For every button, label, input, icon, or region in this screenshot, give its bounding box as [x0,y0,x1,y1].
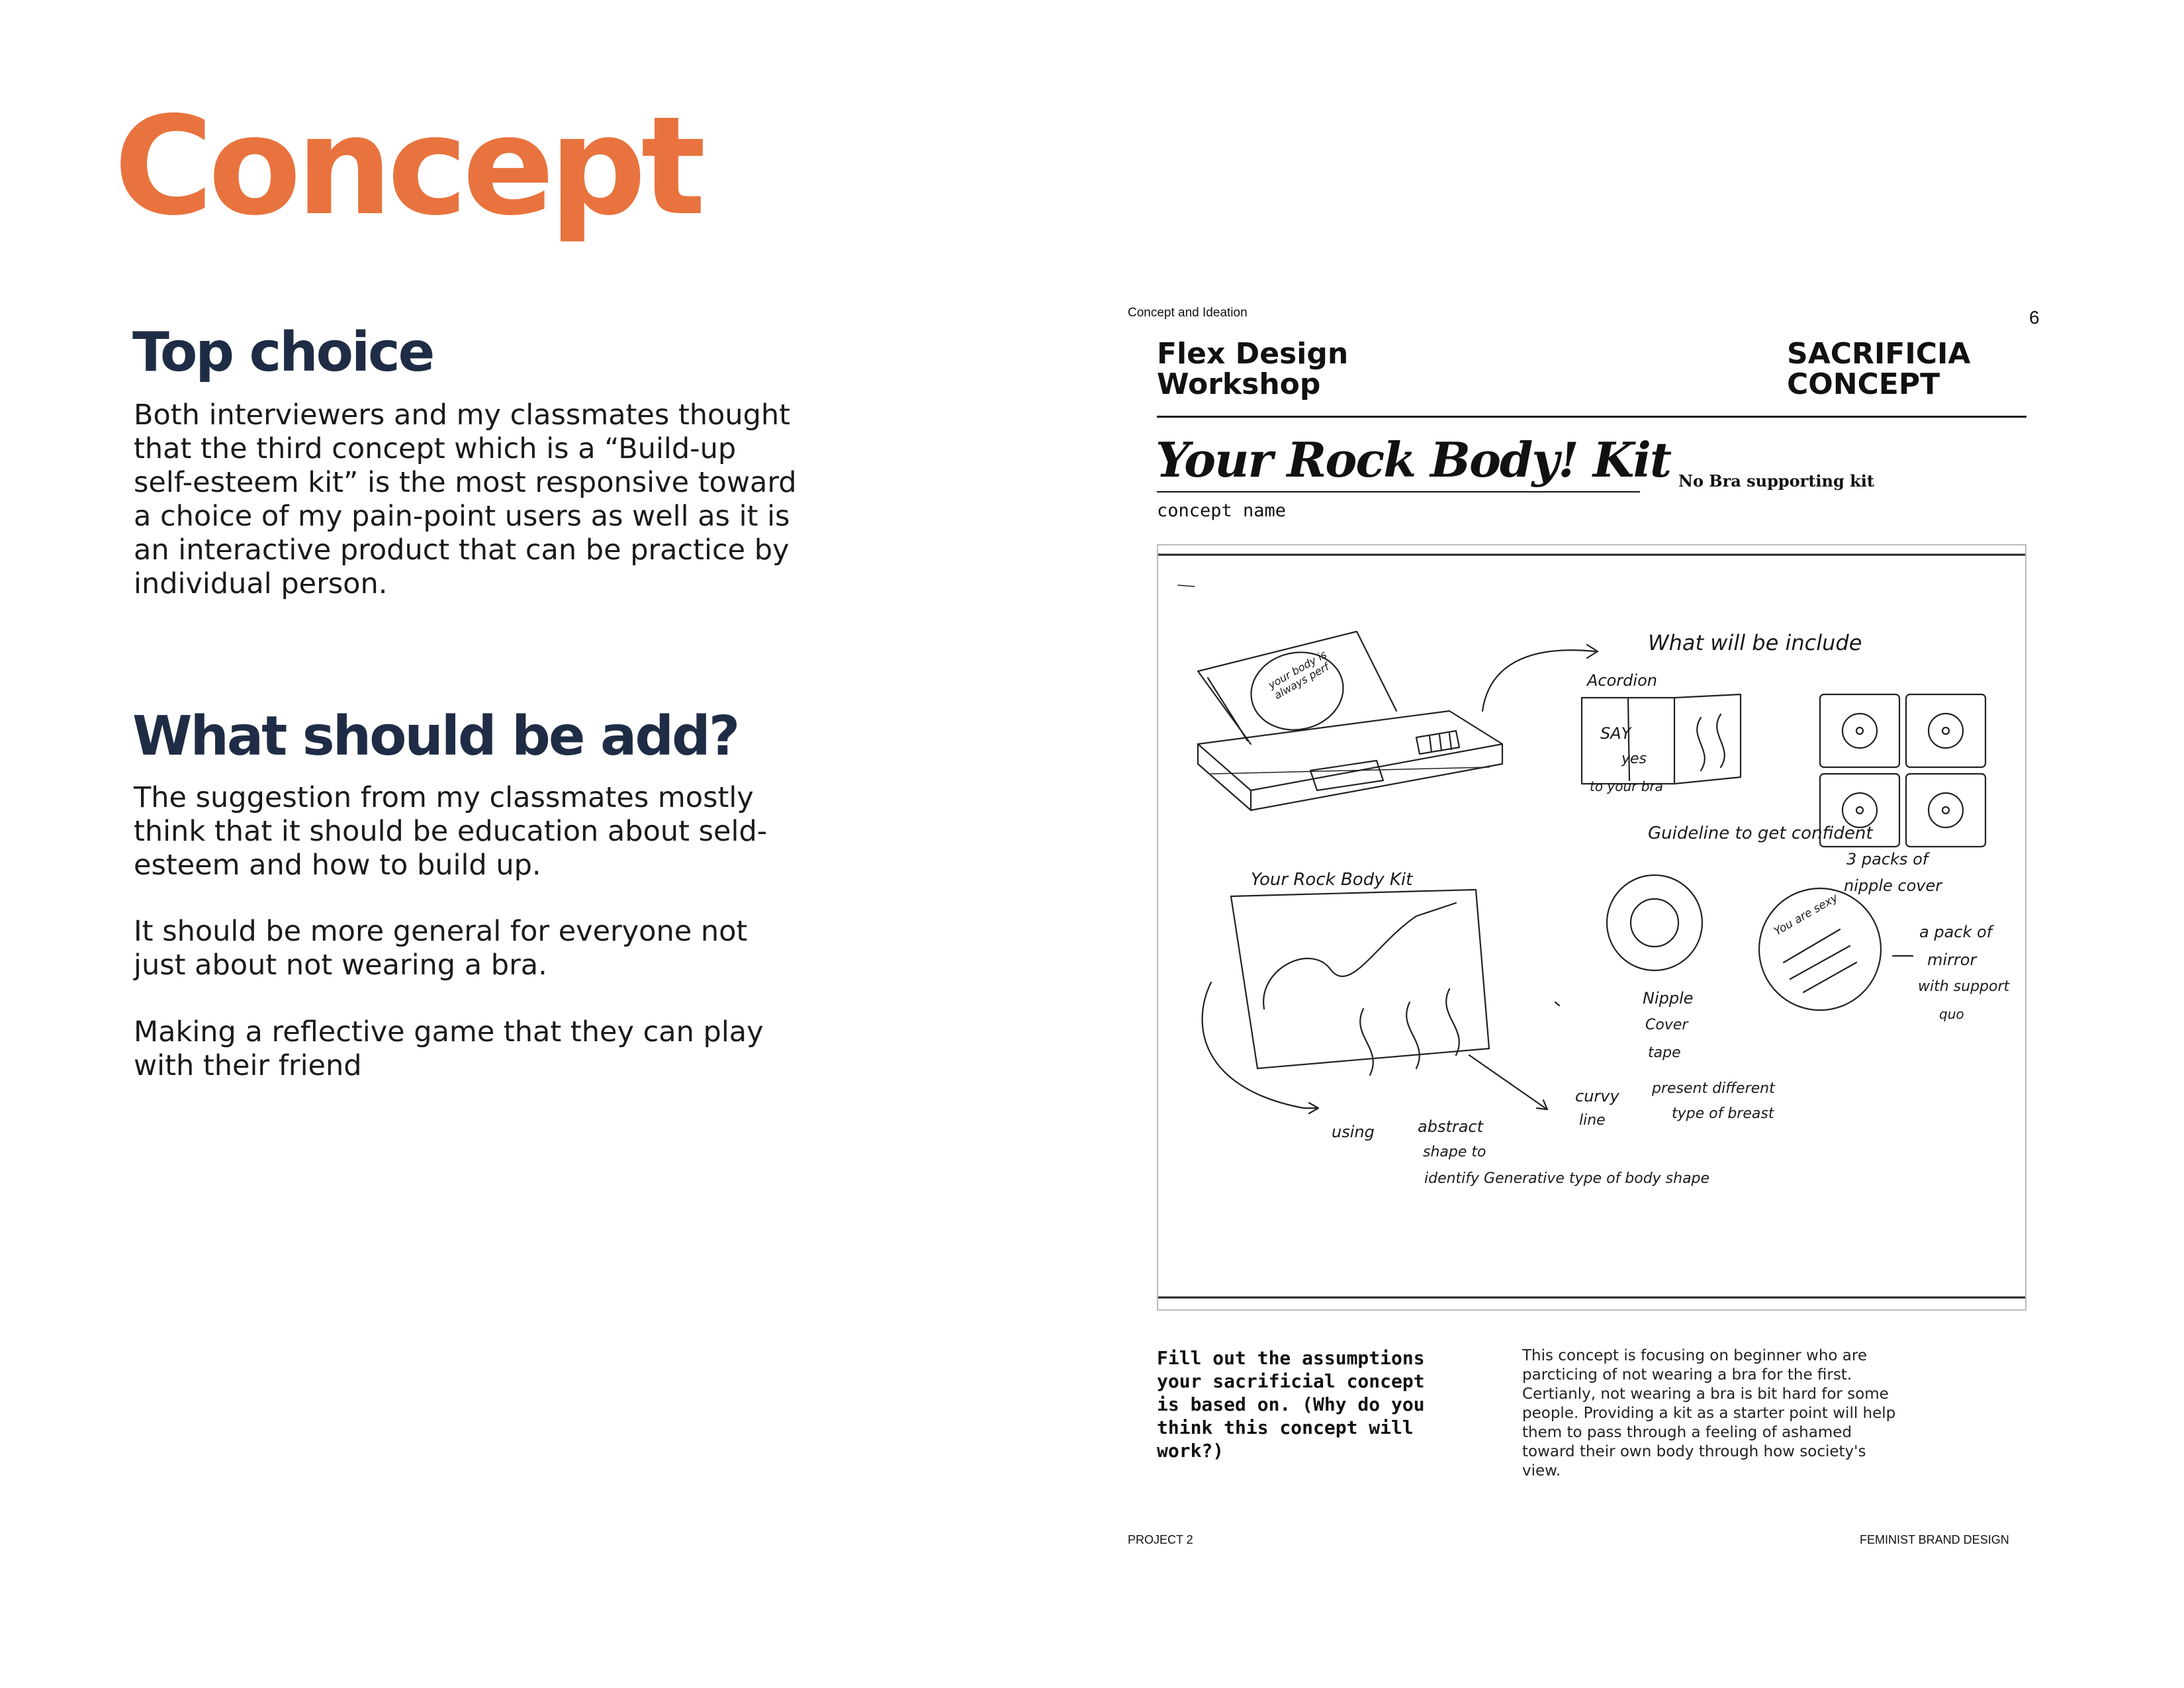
concept-type-title: SACRIFICIA CONCEPT [1787,339,1971,400]
footer-course: FEMINIST BRAND DESIGN [1860,1533,2009,1546]
note-box-text: your body is always perf [1265,647,1332,702]
kit-title-underline [1157,491,1640,492]
concept-type-wrapper [1787,339,2026,400]
footer-project: PROJECT 2 [1128,1533,1193,1546]
note-nipple-2: Cover [1645,1017,1688,1033]
note-say: SAY [1600,724,1631,743]
top-choice-body: Both interviewers and my classmates thought that the third concept which is a “Build-up self-esteem kit” is the most responsive toward a choice of my pain-point users as well as it is an interactive product that can be practice by individual person. [134,399,797,600]
note-packs-2: nipple cover [1844,876,1942,895]
note-mirror-text: You are sexy [1772,891,1841,939]
top-choice-heading: Top choice [132,321,433,384]
note-mirror-2: mirror [1927,951,1977,969]
note-present-2: type of breast [1672,1105,1774,1122]
what-add-paragraph-2: It should be more general for everyone not just about not wearing a bra. [134,915,748,982]
note-guideline: Guideline to get confident [1648,823,1873,843]
sketch-drawing [1158,545,2025,1309]
concept-name-label: concept name [1157,500,1287,521]
assumptions-prompt: Fill out the assumptions your sacrificial concept is based on. (Why do you think this concept will work?) [1157,1347,1425,1462]
what-add-heading: What should be add? [132,705,739,768]
note-abstract-3: identify Generative type of body shape [1424,1170,1710,1187]
note-abstract-2: shape to [1423,1144,1486,1160]
note-kit-label: Your Rock Body Kit [1251,870,1413,890]
note-accordion: Acordion [1587,671,1657,690]
page-number: 6 [2029,307,2040,328]
workshop-title: Flex Design Workshop [1157,337,1349,401]
what-add-paragraph-1: The suggestion from my classmates mostly think that it should be education about seld- esteem and how to build up. [134,781,768,882]
concept-sketch [1157,544,2026,1311]
note-nipple-3: tape [1648,1045,1681,1061]
kit-subtitle: No Bra supporting kit [1678,471,1874,491]
note-what-included: What will be include [1648,630,1862,655]
note-yes: yes [1621,751,1647,767]
note-mirror-4: quo [1939,1006,1964,1022]
note-mirror-1: a pack of [1919,923,1993,941]
what-add-paragraph-3: Making a reflective game that they can play with their friend [134,1015,764,1082]
worksheet-caption: Concept and Ideation [1128,306,1248,320]
note-mirror-3: with support [1918,978,2010,995]
kit-title: Your Rock Body! Kit [1156,432,1671,488]
note-packs-1: 3 packs of [1846,850,1929,868]
note-present-1: present different [1652,1080,1775,1097]
note-to-your-bra: to your bra [1590,778,1663,794]
note-using: using [1332,1123,1375,1141]
concept-description: This concept is focusing on beginner who are parcticing of not wearing a bra for the first. Certianly, not wearing a bra is bit hard for some people. Providing a kit as a starter point will help them to pass through a feeling of ashamed toward their own body through how society's view. [1522,1347,1896,1479]
header-divider [1157,416,2026,418]
note-curvy-2: line [1579,1112,1606,1129]
page-title: Concept [114,88,701,246]
note-abstract-1: abstract [1418,1117,1484,1136]
note-curvy-1: curvy [1575,1087,1619,1105]
note-nipple-1: Nipple [1643,989,1694,1008]
